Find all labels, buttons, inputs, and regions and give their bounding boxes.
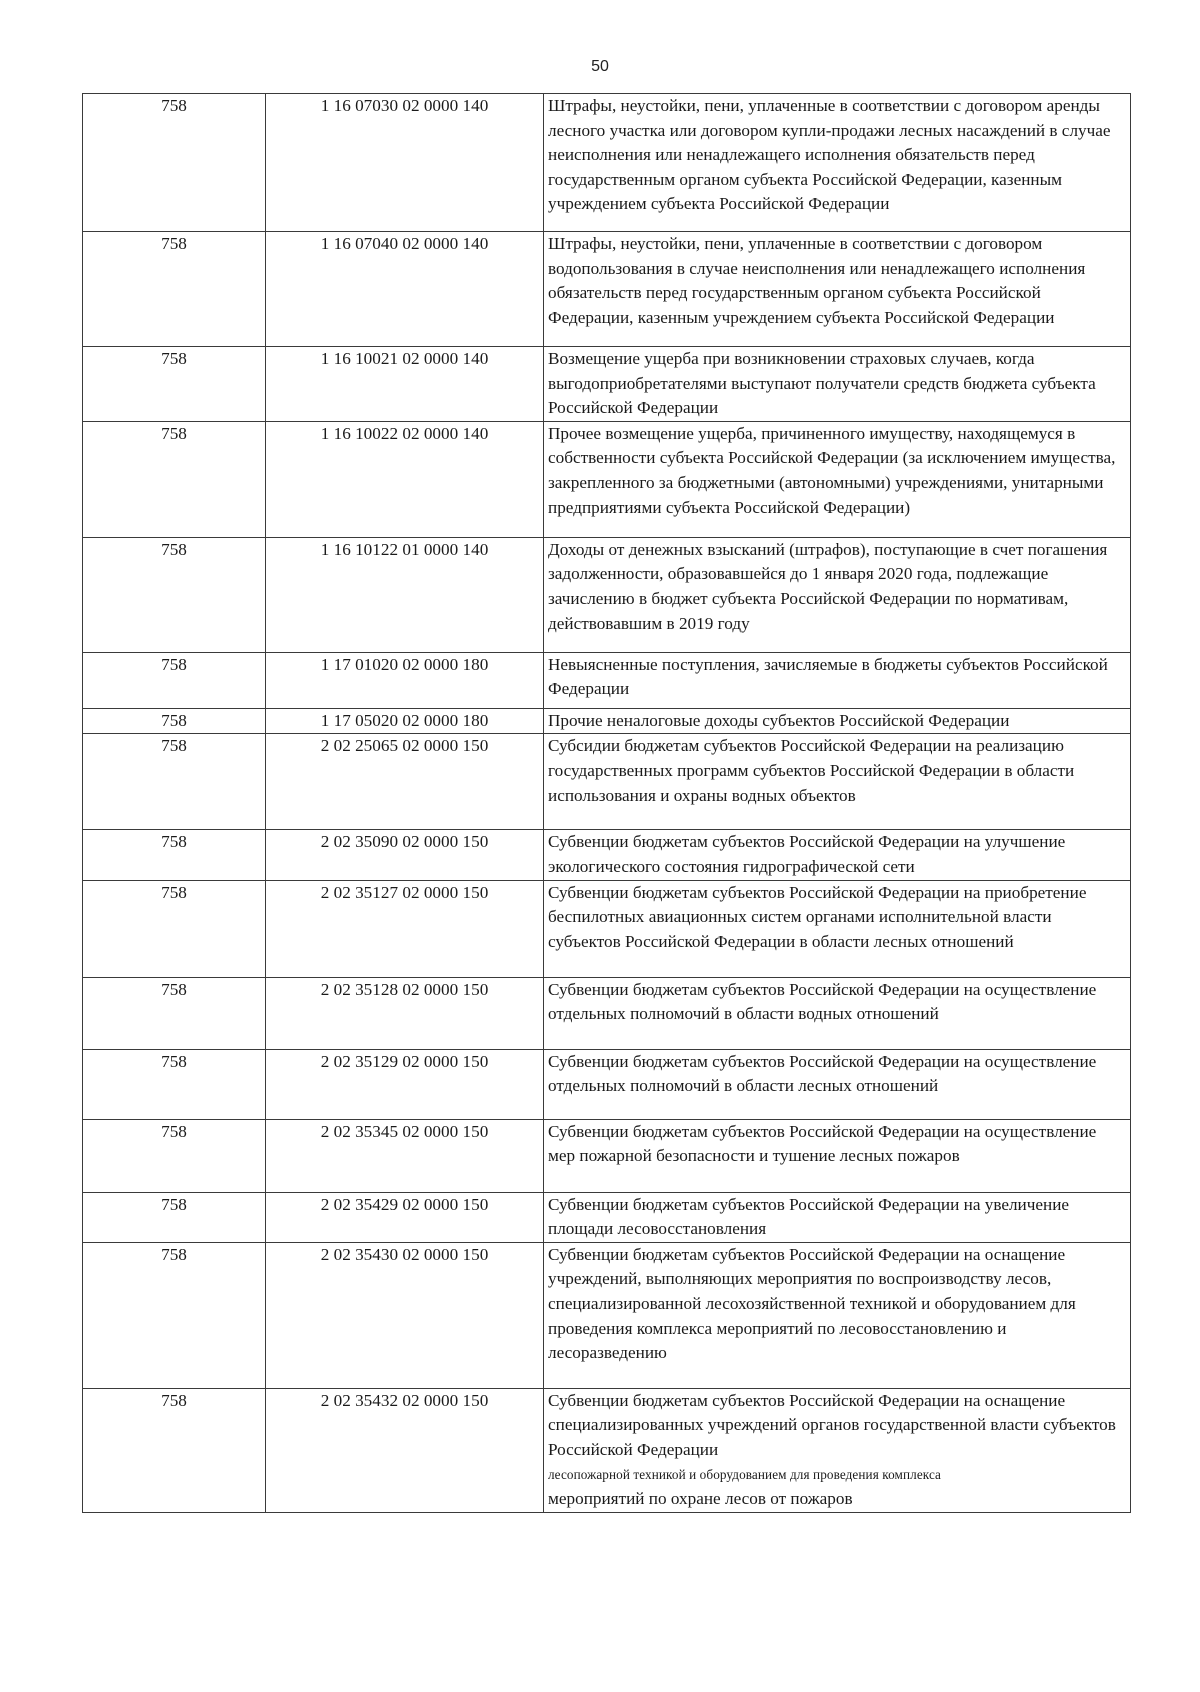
table-row bbox=[83, 977, 1131, 1049]
budget-code-cell: 2 02 35432 02 0000 150 bbox=[266, 1388, 544, 1512]
budget-code-cell: 2 02 35430 02 0000 150 bbox=[266, 1242, 544, 1388]
description-cell: Возмещение ущерба при возникновении страховых случаев, когда выгодоприобретателями выступают получатели средств бюджета субъекта Российской Федерации bbox=[544, 347, 1131, 422]
budget-code-cell: 2 02 35127 02 0000 150 bbox=[266, 880, 544, 977]
budget-code-cell: 2 02 35128 02 0000 150 bbox=[266, 977, 544, 1049]
table-row bbox=[83, 880, 1131, 977]
admin-code-cell: 758 bbox=[83, 1119, 266, 1192]
description-cell: Штрафы, неустойки, пени, уплаченные в соответствии с договором водопользования в случае неисполнения или ненадлежащего исполнения обязательств перед государственным органом субъекта Российской Федерации, казенным учреждением субъекта Российской Федерации bbox=[544, 232, 1131, 347]
description-cell bbox=[544, 1388, 1131, 1512]
budget-classification-table bbox=[82, 93, 1131, 1513]
description-tail-text: мероприятий по охране лесов от пожаров bbox=[548, 1489, 853, 1509]
admin-code-cell: 758 bbox=[83, 734, 266, 830]
budget-code-cell: 2 02 35129 02 0000 150 bbox=[266, 1049, 544, 1119]
description-cell: Субсидии бюджетам субъектов Российской Федерации на реализацию государственных программ субъектов Российской Федерации в области использования и охраны водных объектов bbox=[544, 734, 1131, 830]
description-cell: Штрафы, неустойки, пени, уплаченные в соответствии с договором аренды лесного участка или договором купли-продажи лесных насаждений в случае неисполнения или ненадлежащего исполнения обязательств перед государственным органом субъекта Российской Федерации, казенным учреждением субъекта Российской Федерации bbox=[544, 94, 1131, 232]
description-cell: Субвенции бюджетам субъектов Российской Федерации на осуществление отдельных полномочий в области водных отношений bbox=[544, 977, 1131, 1049]
budget-code-cell: 1 16 10021 02 0000 140 bbox=[266, 347, 544, 422]
description-cell: Субвенции бюджетам субъектов Российской Федерации на улучшение экологического состояния гидрографической сети bbox=[544, 830, 1131, 880]
admin-code-cell: 758 bbox=[83, 1192, 266, 1242]
admin-code-cell: 758 bbox=[83, 830, 266, 880]
admin-code-cell: 758 bbox=[83, 94, 266, 232]
table-row bbox=[83, 652, 1131, 708]
admin-code-cell: 758 bbox=[83, 421, 266, 537]
table-row bbox=[83, 1192, 1131, 1242]
description-cell: Субвенции бюджетам субъектов Российской Федерации на увеличение площади лесовосстановления bbox=[544, 1192, 1131, 1242]
admin-code-cell: 758 bbox=[83, 1242, 266, 1388]
budget-code-cell: 1 16 10022 02 0000 140 bbox=[266, 421, 544, 537]
admin-code-cell: 758 bbox=[83, 652, 266, 708]
description-cell: Субвенции бюджетам субъектов Российской Федерации на приобретение беспилотных авиационных систем органами исполнительной власти субъектов Российской Федерации в области лесных отношений bbox=[544, 880, 1131, 977]
table-row bbox=[83, 421, 1131, 537]
budget-code-cell: 1 16 07030 02 0000 140 bbox=[266, 94, 544, 232]
budget-code-cell: 1 17 05020 02 0000 180 bbox=[266, 708, 544, 734]
budget-code-cell: 1 16 10122 01 0000 140 bbox=[266, 537, 544, 652]
table-row bbox=[83, 708, 1131, 734]
description-text: Субвенции бюджетам субъектов Российской Федерации на оснащение специализированных учреждений органов государственной власти субъектов Российской Федерации bbox=[548, 1390, 1116, 1459]
description-cell: Субвенции бюджетам субъектов Российской Федерации на осуществление отдельных полномочий в области лесных отношений bbox=[544, 1049, 1131, 1119]
description-cell: Субвенции бюджетам субъектов Российской Федерации на осуществление мер пожарной безопасности и тушение лесных пожаров bbox=[544, 1119, 1131, 1192]
table-row bbox=[83, 232, 1131, 347]
admin-code-cell: 758 bbox=[83, 1388, 266, 1512]
description-cell: Прочие неналоговые доходы субъектов Российской Федерации bbox=[544, 708, 1131, 734]
description-cell: Субвенции бюджетам субъектов Российской Федерации на оснащение учреждений, выполняющих мероприятия по воспроизводству лесов, специализированной лесохозяйственной техникой и оборудованием для проведения комплекса мероприятий по лесовосстановлению и лесоразведению bbox=[544, 1242, 1131, 1388]
admin-code-cell: 758 bbox=[83, 977, 266, 1049]
description-cell: Доходы от денежных взысканий (штрафов), поступающие в счет погашения задолженности, образовавшейся до 1 января 2020 года, подлежащие зачислению в бюджет субъекта Российской Федерации по нормативам, действовавшим в 2019 году bbox=[544, 537, 1131, 652]
table-row bbox=[83, 347, 1131, 422]
budget-code-cell: 2 02 35345 02 0000 150 bbox=[266, 1119, 544, 1192]
admin-code-cell: 758 bbox=[83, 347, 266, 422]
page-number: 50 bbox=[591, 58, 609, 75]
table-row bbox=[83, 94, 1131, 232]
description-cell: Невыясненные поступления, зачисляемые в бюджеты субъектов Российской Федерации bbox=[544, 652, 1131, 708]
admin-code-cell: 758 bbox=[83, 232, 266, 347]
table-row bbox=[83, 1119, 1131, 1192]
table-row bbox=[83, 1049, 1131, 1119]
table-row bbox=[83, 830, 1131, 880]
table-row bbox=[83, 537, 1131, 652]
budget-code-cell: 1 16 07040 02 0000 140 bbox=[266, 232, 544, 347]
table-row bbox=[83, 734, 1131, 830]
budget-code-cell: 2 02 35090 02 0000 150 bbox=[266, 830, 544, 880]
table-row bbox=[83, 1242, 1131, 1388]
admin-code-cell: 758 bbox=[83, 1049, 266, 1119]
admin-code-cell: 758 bbox=[83, 880, 266, 977]
description-small-text: лесопожарной техникой и оборудованием для проведения комплекса bbox=[548, 1466, 942, 1482]
admin-code-cell: 758 bbox=[83, 708, 266, 734]
budget-code-cell: 2 02 35429 02 0000 150 bbox=[266, 1192, 544, 1242]
description-cell: Прочее возмещение ущерба, причиненного имуществу, находящемуся в собственности субъекта Российской Федерации (за исключением имущества, закрепленного за бюджетными (автономными) учреждениями, унитарными предприятиями субъекта Российской Федерации) bbox=[544, 421, 1131, 537]
table-row bbox=[83, 1388, 1131, 1512]
admin-code-cell: 758 bbox=[83, 537, 266, 652]
budget-code-cell: 1 17 01020 02 0000 180 bbox=[266, 652, 544, 708]
budget-code-cell: 2 02 25065 02 0000 150 bbox=[266, 734, 544, 830]
